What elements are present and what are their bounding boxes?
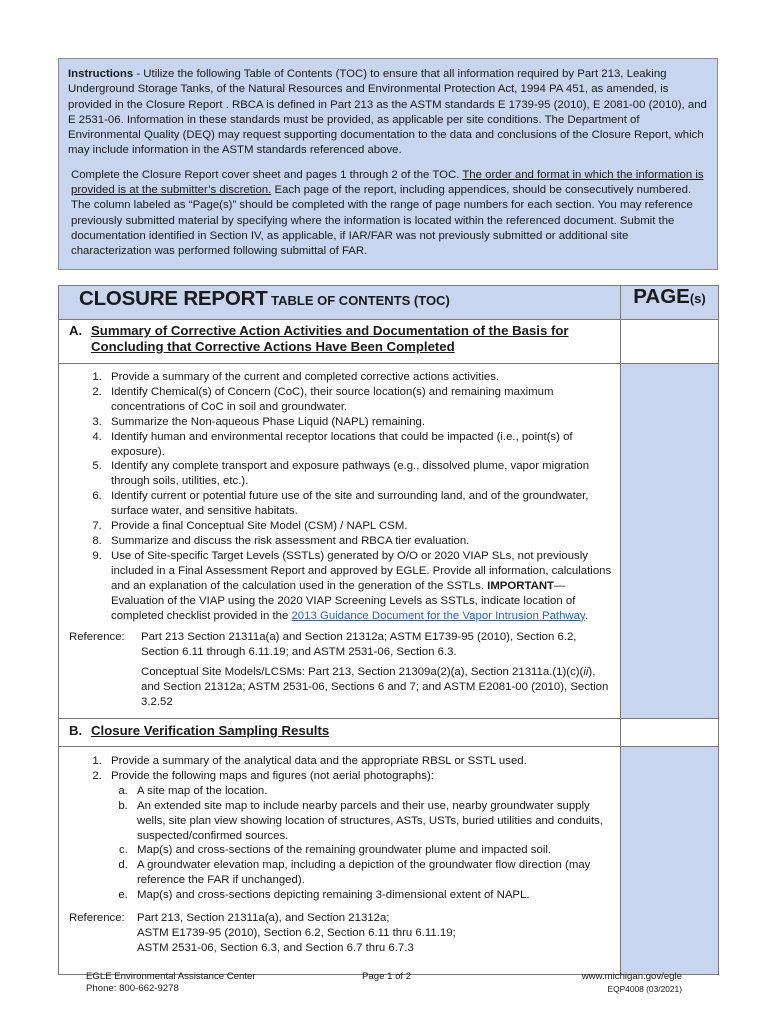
list-item: 3. Summarize the Non-aqueous Phase Liquid (NAPL) remaining. xyxy=(105,415,612,430)
reference-text-2 xyxy=(141,665,612,710)
ref2-text-a: Conceptual Site Models/LCSMs: Part 213, Section 21309a(2)(a), Section 21311a.(1)(c)( xyxy=(141,666,584,679)
section-b-reference-text xyxy=(137,911,456,956)
instructions-box xyxy=(58,58,718,270)
section-b-title xyxy=(59,719,621,747)
item9-text-a: Use of Site-specific Target Levels (SSTLs) generated by O/O or 2020 VIAP SLs, not previously included in a Final Assessment Report and approved by EGLE. Provide all information, calculations and an explanation of the calculation used in the generation of the SSTLs. xyxy=(111,549,612,592)
toc-header-row xyxy=(59,286,719,320)
section-b-item2-text: Provide the following maps and figures (not aerial photographs): xyxy=(111,769,434,782)
list-item: 8. Summarize and discuss the risk assessment and RBCA tier evaluation. xyxy=(105,534,612,549)
instructions-text-2b: Each page of the report, including appendices, should be consecutively numbered. The column labeled as “Page(s)” should be completed with the range of page numbers for each section. You may reference previously submitted material by specifying where the information is located within the referenced document. Submit the documentation identified in Section IV, as applicable, if IAR/FAR was not previously submitted or additional site characterization was performed following submittal of FAR. xyxy=(71,184,693,258)
section-a-title-line1: Summary of Corrective Action Activities and Documentation of the Basis for xyxy=(91,323,569,338)
section-a-body-row xyxy=(59,364,719,719)
section-a-list xyxy=(69,370,612,623)
instructions-paragraph-2 xyxy=(68,168,709,260)
list-item: e. Map(s) and cross-sections depicting remaining 3-dimensional extent of NAPL. xyxy=(131,888,612,903)
instructions-paragraph-1 xyxy=(68,67,709,159)
guidance-document-link[interactable]: 2013 Guidance Document for the Vapor Intrusion Pathway xyxy=(291,609,585,622)
footer-org: EGLE Environmental Assistance Center xyxy=(86,971,256,982)
toc-title-main: CLOSURE REPORT xyxy=(79,287,268,310)
section-b-title-row xyxy=(59,719,719,747)
footer-right xyxy=(582,971,682,995)
item9-text-b: —Evaluation of the VIAP using the 2020 VIAP Screening Levels as SSTLs, indicate location of completed checklist provided in the xyxy=(111,579,576,622)
instructions-text-2a: Complete the Closure Report cover sheet and pages 1 through 2 of the TOC. xyxy=(71,168,463,181)
section-b-body-row xyxy=(59,747,719,975)
section-a-title-row xyxy=(59,320,719,364)
footer-phone: Phone: 800-662-9278 xyxy=(86,983,179,994)
section-a-letter: A. xyxy=(69,323,83,338)
list-item: 7. Provide a final Conceptual Site Model (CSM) / NAPL CSM. xyxy=(105,519,612,534)
item9-important: IMPORTANT xyxy=(487,579,555,592)
section-b-body xyxy=(59,747,621,975)
list-item: 1. Provide a summary of the analytical data and the appropriate RBSL or SSTL used. xyxy=(105,754,612,769)
reference-label: Reference: xyxy=(69,631,125,644)
section-b-title-text: Closure Verification Sampling Results xyxy=(91,723,330,738)
toc-title-sub: TABLE OF CONTENTS (TOC) xyxy=(267,293,450,308)
section-a-reference xyxy=(69,630,612,660)
instructions-text-1: - Utilize the following Table of Contents (TOC) to ensure that all information required by Part 213, Leaking Underground Storage Tanks, of the Natural Resources and Environmental Protection Act, 1994 PA 451, as amended, is provided in the Closure Report . RBCA is defined in Part 213 as the ASTM standards E 1739-95 (2010), E 2081-00 (2010), and E 2531-06. Information in these standards must be provided, as applicable per site conditions. The Department of Environmental Quality (DEQ) may request supporting documentation to the data and conclusions of the Closure Report, which may include information in the ASTM standards referenced above. xyxy=(68,68,707,157)
footer-form-code: EQP4008 (03/2021) xyxy=(607,984,682,994)
list-item: 6. Identify current or potential future use of the site and surrounding land, and of the groundwater, surface water, and sensitive habitats. xyxy=(105,489,612,519)
list-item: 1. Provide a summary of the current and completed corrective actions activities. xyxy=(105,370,612,385)
section-a-title-line2: Concluding that Corrective Actions Have Been Completed xyxy=(91,339,455,354)
section-b-page-input[interactable] xyxy=(621,719,719,747)
instructions-text-2-underlined: The order and format in which the information is provided is at the submitter’s discretion. xyxy=(71,168,704,197)
section-b-reference xyxy=(69,911,612,956)
list-item: a. A site map of the location. xyxy=(131,784,612,799)
reference-label: Reference: xyxy=(69,912,125,925)
page-column-header xyxy=(621,286,719,320)
footer-contact xyxy=(86,971,256,995)
instructions-label: Instructions xyxy=(68,68,134,80)
list-item xyxy=(105,769,612,903)
reference-line: ASTM E1739-95 (2010), Section 6.2, Section 6.11 thru 6.11.19; xyxy=(137,926,456,939)
list-item: 4. Identify human and environmental receptor locations that could be impacted (i.e., point(s) of exposure). xyxy=(105,430,612,460)
ref2-italic: ii xyxy=(583,666,589,679)
toc-title-cell xyxy=(59,286,621,320)
section-a-page-shaded xyxy=(621,364,719,719)
section-b-sublist xyxy=(111,784,612,903)
section-b-letter: B. xyxy=(69,723,83,738)
item9-end: . xyxy=(584,609,588,622)
toc-table xyxy=(58,285,719,975)
footer-url: www.michigan.gov/egle xyxy=(581,971,682,982)
list-item: 2. Identify Chemical(s) of Concern (CoC), their source location(s) and remaining maximum concentrations of CoC in soil and groundwater. xyxy=(105,385,612,415)
reference-line: ASTM 2531-06, Section 6.3, and Section 6.7 thru 6.7.3 xyxy=(137,941,414,954)
page-header-main: PAGE xyxy=(633,285,690,308)
list-item: b. An extended site map to include nearby parcels and their use, nearby groundwater supply wells, site plan view showing location of structures, ASTs, USTs, buried utilities and conduits, suspected/confirmed sources. xyxy=(131,799,612,844)
footer-page-number: Page 1 of 2 xyxy=(362,971,412,982)
section-a-page-input[interactable] xyxy=(621,320,719,364)
section-a-title xyxy=(59,320,621,364)
section-a-body xyxy=(59,364,621,719)
reference-text-1: Part 213 Section 21311a(a) and Section 21312a; ASTM E1739-95 (2010), Section 6.2, Section 6.11 through 6.11.19; and ASTM 2531-06, Section 6.3. xyxy=(141,631,577,659)
ref2-text-b: ), and Section 21312a; ASTM 2531-06, Sections 6 and 7; and ASTM E2081-00 (2010), Section 3.2.52 xyxy=(141,666,609,709)
section-b-page-shaded xyxy=(621,747,719,975)
section-b-list xyxy=(69,754,612,903)
list-item: d. A groundwater elevation map, including a depiction of the groundwater flow direction (may reference the FAR if unchanged). xyxy=(131,858,612,888)
list-item: c. Map(s) and cross-sections of the remaining groundwater plume and impacted soil. xyxy=(131,843,612,858)
list-item: 5. Identify any complete transport and exposure pathways (e.g., dissolved plume, vapor migration through soils, utilities, etc.). xyxy=(105,459,612,489)
reference-line: Part 213, Section 21311a(a), and Section 21312a; xyxy=(137,912,390,925)
page-header-suffix: (s) xyxy=(689,291,706,306)
list-item xyxy=(105,549,612,624)
